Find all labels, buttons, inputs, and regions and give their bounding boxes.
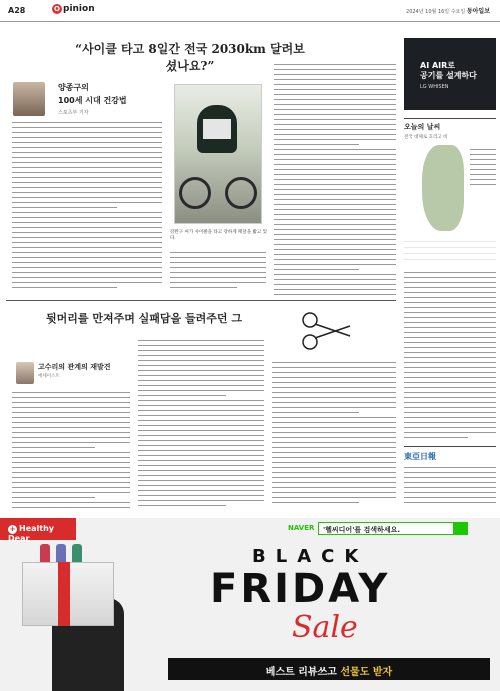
section-label <box>52 4 95 14</box>
banner-text: 베스트 리뷰쓰고 <box>265 667 341 678</box>
weather-table <box>404 237 496 265</box>
ad-brand-line: AI AIR로 <box>420 61 456 70</box>
gift-ribbon <box>58 562 70 626</box>
naver-logo: NAVER <box>288 524 315 532</box>
ad-slogan: 공기를 설계하다 <box>420 71 477 80</box>
section-divider <box>6 300 396 301</box>
right-rail-text <box>404 272 496 442</box>
ad-product: LG WHISEN <box>420 84 449 90</box>
paper-name: 동아일보 <box>466 8 490 15</box>
black-friday-ad[interactable] <box>0 518 500 691</box>
ad-banner <box>168 658 490 680</box>
column1-body-middle <box>170 252 266 296</box>
healthy-dear-brand <box>0 518 76 543</box>
weather-legend <box>470 149 496 189</box>
masthead-info <box>404 467 496 515</box>
weather-box <box>404 118 496 266</box>
issue-date: 2024년 10월 16일 수요일 <box>406 9 466 15</box>
column2-body-middle <box>138 340 264 512</box>
column2-body-right <box>272 362 396 512</box>
column-title: 100세 시대 건강법 <box>58 96 127 105</box>
masthead-logo-sub: 日報 <box>420 452 436 461</box>
author-photo <box>13 82 45 116</box>
plus-icon: + <box>9 525 16 533</box>
search-icon <box>454 522 468 535</box>
lg-whisen-ad[interactable] <box>404 38 496 110</box>
author2-affiliation: 에세이스트 <box>38 374 60 379</box>
korea-map <box>422 145 464 231</box>
column2-body-left <box>12 392 130 512</box>
weather-title: 오늘의 날씨 <box>404 123 441 131</box>
page-number: A28 <box>8 6 26 15</box>
ad-search-box: '헬씨디어'를 검색하세요. <box>318 522 454 535</box>
issue-info <box>406 6 490 15</box>
newspaper-masthead <box>404 446 496 518</box>
section-name: pinion <box>63 4 95 14</box>
masthead-logo-main: 東亞 <box>404 452 420 461</box>
page-header <box>0 0 500 22</box>
photo-caption: 강완구 씨가 사이클을 타고 강하게 페달을 밟고 있다. <box>170 230 267 241</box>
author2-photo <box>16 362 34 384</box>
author-affiliation: 스포츠부 기자 <box>58 110 89 116</box>
weather-subtitle: 전국 대체로 흐리고 비 <box>404 135 448 140</box>
column1-body-left <box>12 122 162 294</box>
column1-body-right <box>274 64 396 296</box>
column2-headline: 뒷머리를 만져주며 실패담을 들려주던 그 <box>46 312 242 325</box>
ad-title-black: BLACK <box>252 546 369 567</box>
ad-title-friday: FRIDAY <box>210 566 391 612</box>
brand-name: Healthy Dear <box>8 524 54 543</box>
author-name: 양종구의 <box>58 83 89 92</box>
cyclist-photo <box>174 84 262 224</box>
masthead-logo <box>404 451 496 462</box>
banner-highlight: 선물도 받자 <box>340 667 393 678</box>
author2-name: 고수리의 관계의 재발견 <box>38 363 111 371</box>
column1-byline <box>58 82 127 116</box>
ad-title-sale: Sale <box>292 610 358 645</box>
column1-headline: “사이클 타고 8일간 전국 2030km 달려보셨나요?” <box>75 42 305 73</box>
scissors-illustration <box>300 308 356 354</box>
section-mark: O <box>52 4 62 14</box>
